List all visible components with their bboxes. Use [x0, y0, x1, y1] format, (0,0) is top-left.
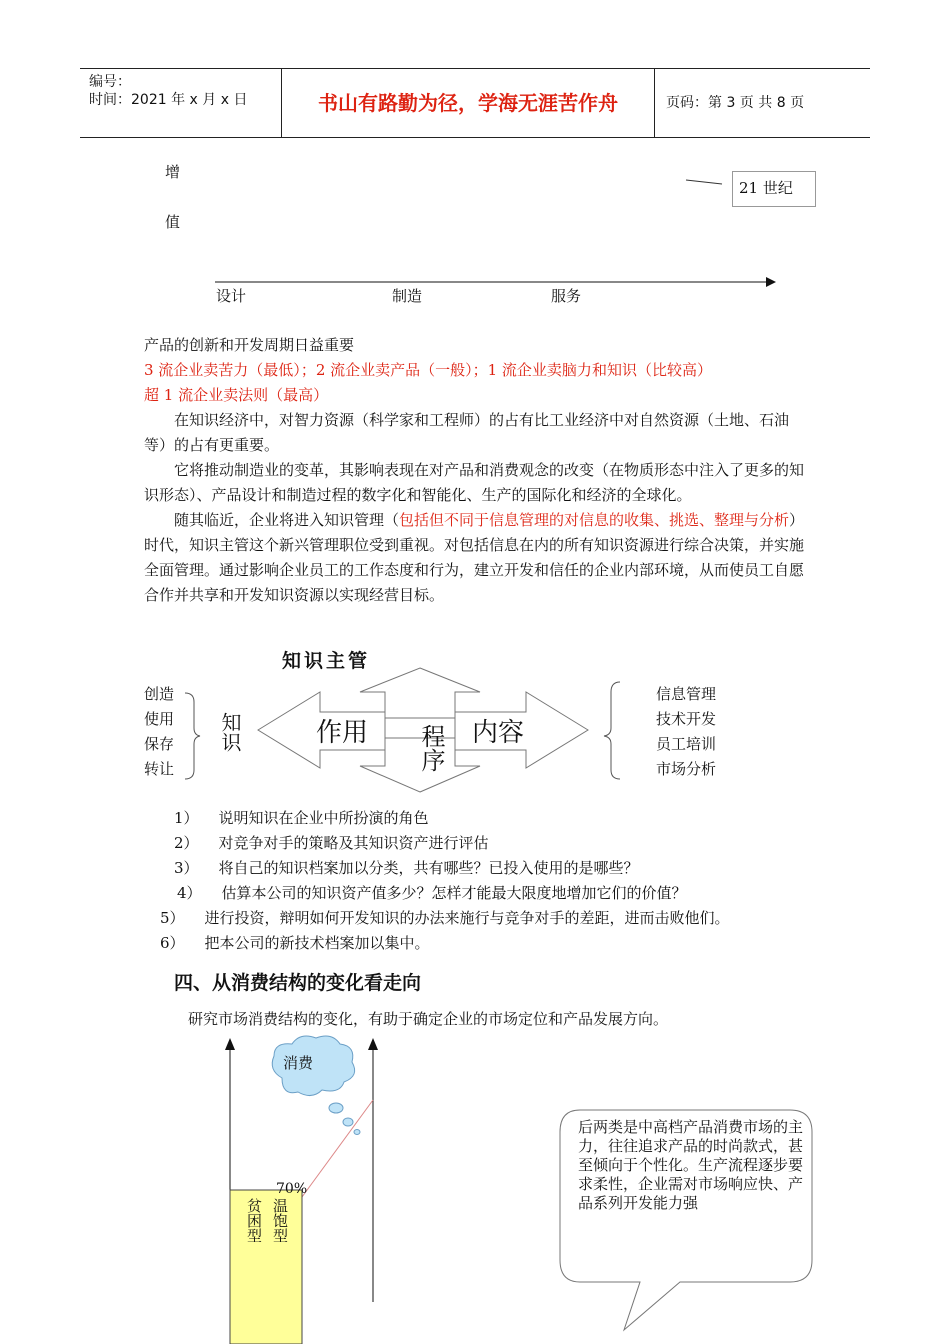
- header-motto: 书山有路勤为径，学海无涯苦作舟: [282, 69, 655, 137]
- section-heading: 四、从消费结构的变化看走向: [174, 972, 422, 994]
- list-text: 把本公司的新技术档案加以集中。: [204, 934, 430, 952]
- diagram-title: 知识主管: [282, 650, 371, 672]
- bar-label-subsistence: 温饱型: [271, 1198, 289, 1243]
- century-label: 21 世纪: [739, 179, 793, 197]
- item-preserve: 保存: [144, 735, 175, 753]
- list-num: 1）: [174, 809, 199, 827]
- list-item-5: [160, 906, 730, 931]
- time-label: 时间：2021 年 x 月 x 日: [89, 92, 248, 108]
- para3-red: 包括但不同于信息管理的对信息的收集、挑选、整理与分析: [399, 511, 790, 529]
- line-top-tier: 超 1 流企业卖法则（最高）: [144, 386, 329, 404]
- body-text: [144, 333, 809, 608]
- label-knowledge: 知识: [218, 712, 242, 752]
- item-create: 创造: [144, 685, 175, 703]
- century-box: [732, 171, 816, 207]
- callout-text: 后两类是中高档产品消费市场的主力，往往追求产品的时尚款式，甚至倾向于个性化。生产流程逐步要求柔性，企业需对市场响应快、产品系列开发能力强: [578, 1118, 804, 1212]
- label-content: 内容: [472, 718, 525, 748]
- x-label-design: 设计: [216, 287, 247, 305]
- management-areas: [656, 682, 716, 782]
- list-text: 进行投资，辩明如何开发知识的办法来施行与竞争对手的差距，进而击败他们。: [204, 909, 730, 927]
- y-label-1: 增: [165, 163, 181, 181]
- y-label-2: 值: [165, 213, 181, 231]
- list-num: 5）: [160, 909, 185, 927]
- list-item-4: [177, 881, 687, 906]
- list-num: 3）: [174, 859, 199, 877]
- item-market-analysis: 市场分析: [656, 760, 717, 778]
- x-label-service: 服务: [551, 287, 582, 305]
- item-transfer: 转让: [144, 760, 175, 778]
- list-text: 说明知识在企业中所扮演的角色: [218, 809, 429, 827]
- item-use: 使用: [144, 710, 175, 728]
- list-num: 4）: [177, 884, 202, 902]
- para3-end: ）时代，知识主管这个新兴管理职位受到重视。对包括信息在内的所有知识资源进行综合决策，并实施全面管理。通过影响企业员工的工作态度和行为，建立开发和信任的企业内部环境，从而使员工自愿合作并共享和开发知识资源以实现经营目标。: [144, 511, 805, 604]
- list-text: 对竞争对手的策略及其知识资产进行评估: [218, 834, 489, 852]
- consumption-chart: [0, 1030, 950, 1344]
- section-intro: 研究市场消费结构的变化，有助于确定企业的市场定位和产品发展方向。: [188, 1010, 669, 1028]
- label-role: 作用: [316, 718, 369, 748]
- item-staff-training: 员工培训: [656, 735, 717, 753]
- para-manufacturing: 它将推动制造业的变革，其影响表现在对产品和消费观念的改变（在物质形态中注入了更多的知识形态）、产品设计和制造过程的数字化和智能化、生产的国际化和经济的全球化。: [144, 461, 805, 504]
- list-num: 2）: [174, 834, 199, 852]
- label-procedure: 程序: [417, 724, 445, 772]
- list-num: 6）: [160, 934, 185, 952]
- para-knowledge-economy: 在知识经济中，对智力资源（科学家和工程师）的占有比工业经济中对自然资源（土地、石油等）的占有更重要。: [144, 411, 790, 454]
- line-innovation: 产品的创新和开发周期日益重要: [144, 336, 355, 354]
- page-number: 页码：第 3 页 共 8 页: [666, 95, 805, 111]
- cloud-label: 消费: [283, 1054, 314, 1072]
- item-tech-dev: 技术开发: [656, 710, 717, 728]
- value-chain-chart: [0, 0, 950, 320]
- para-knowledge-management: [144, 508, 809, 608]
- percent-label: 70%: [276, 1181, 308, 1197]
- number-label: 编号：: [89, 74, 131, 90]
- list-item-1: [174, 806, 429, 831]
- item-info-mgmt: 信息管理: [656, 685, 717, 703]
- line-tiers: 3 流企业卖苦力（最低）；2 流企业卖产品（一般）；1 流企业卖脑力和知识（比较高）: [144, 361, 712, 379]
- list-item-6: [160, 931, 430, 956]
- list-text: 将自己的知识档案加以分类，共有哪些？已投入使用的是哪些？: [218, 859, 639, 877]
- bar-label-poverty: 贫困型: [245, 1198, 263, 1243]
- knowledge-actions: [144, 682, 174, 782]
- list-item-3: [174, 856, 639, 881]
- x-label-manufacture: 制造: [392, 287, 423, 305]
- list-text: 估算本公司的知识资产值多少？怎样才能最大限度地增加它们的价值？: [221, 884, 687, 902]
- list-item-2: [174, 831, 489, 856]
- para3-start: 随其临近，企业将进入知识管理（: [174, 511, 400, 529]
